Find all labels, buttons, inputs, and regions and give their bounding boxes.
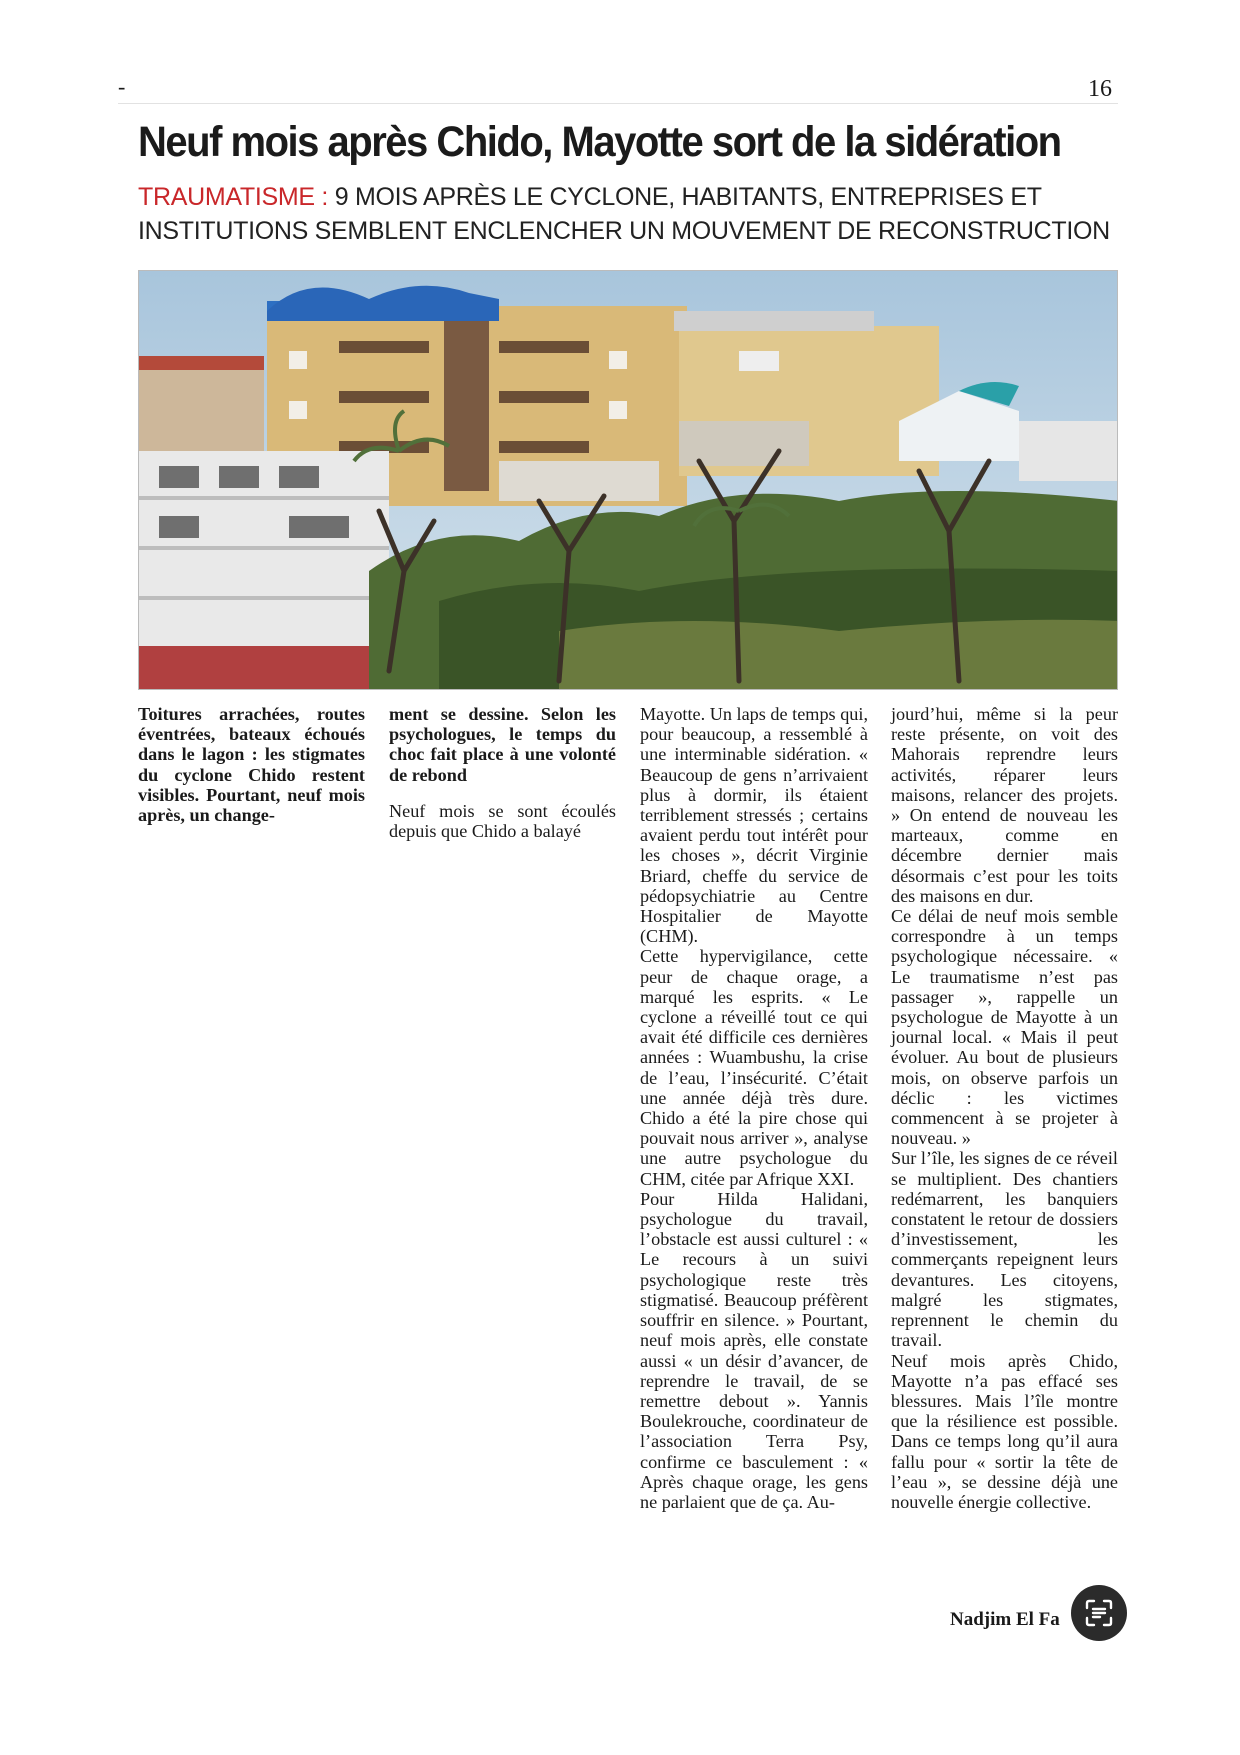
page-number: 16 bbox=[1088, 76, 1112, 102]
article-lead: ment se dessine. Selon les psychologues, le temps du choc fait place à une volonté de rebond bbox=[389, 704, 616, 785]
subhead-kicker: TRAUMATISME : bbox=[138, 183, 329, 211]
article-subhead bbox=[138, 180, 1118, 248]
page-dash: - bbox=[118, 74, 126, 99]
article-photo bbox=[138, 270, 1118, 690]
subhead-text: 9 MOIS APRÈS LE CYCLONE, HABITANTS, ENTREPRISES ET INSTITUTIONS SEMBLENT ENCLENCHER UN MOUVEMENT DE RECONSTRUCTION bbox=[138, 183, 1110, 245]
article-col2: ment se dessine. Selon les psychologues, le temps du choc fait place à une volonté de rebond Neuf mois se sont écoulés depuis que Chido a balayé bbox=[389, 704, 616, 842]
header-rule bbox=[118, 103, 1118, 104]
article-col3: Mayotte. Un laps de temps qui, pour beaucoup, a ressemblé à une interminable sidération. « Beaucoup de gens n’arrivaient plus à dormir, ils étaient terriblement stressés ; certains avaient perdu tout intérêt pour les choses », décrit Virginie Briard, cheffe du service de pédopsychiatrie au Centre Hospitalier de Mayotte (CHM). Cette hypervigilance, cette peur de chaque orage, a marqué les esprits. « Le cyclone a réveillé tout ce qui avait été difficile ces dernières années : Wuambushu, la crise de l’eau, l’insécurité. C’était une année déjà très dure. Chido a été la pire chose qui pouvait nous arriver », analyse une autre psychologue du CHM, citée par Afrique XXI. Pour Hilda Halidani, psychologue du travail, l’obstacle est aussi culturel : « Le recours à un suivi psychologique reste très stigmatisé. Beaucoup préfèrent souffrir en silence. » Pourtant, neuf mois après, elle constate aussi « un désir d’avancer, de reprendre le travail, de se remettre debout ». Yannis Boulekrouche, coordinateur de l’association Terra Psy, confirme ce basculement : « Après chaque orage, les gens ne parlaient que de ça. Au- bbox=[640, 704, 868, 1512]
article-headline: Neuf mois après Chido, Mayotte sort de la sidération bbox=[138, 118, 1061, 166]
damaged-buildings-photo bbox=[139, 271, 1118, 690]
article-byline: Nadjim El Fa bbox=[950, 1609, 1060, 1630]
scan-text-icon bbox=[1085, 1599, 1113, 1627]
scan-text-button[interactable] bbox=[1071, 1585, 1127, 1641]
article-lead-col1: Toitures arrachées, routes éventrées, bateaux échoués dans le lagon : les stigmates du cyclone Chido restent visibles. Pourtant, neuf mois après, un change- bbox=[138, 704, 365, 826]
article-col4: jourd’hui, même si la peur reste présente, on voit des Mahorais reprendre leurs activités, réparer leurs maisons, relancer des projets. » On entend de nouveau les marteaux, comme en décembre dernier mais désormais c’est pour les toits des maisons en dur. Ce délai de neuf mois semble correspondre à un temps psychologique nécessaire. « Le traumatisme n’est pas passager », rappelle un psychologue de Mayotte à un journal local. « Mais il peut évoluer. Au bout de plusieurs mois, on observe parfois un déclic : les victimes commencent à se projeter à nouveau. » Sur l’île, les signes de ce réveil se multiplient. Des chantiers redémarrent, les banquiers constatent le retour de dossiers d’investissement, les commerçants repeignent leurs devantures. Les citoyens, malgré les stigmates, reprennent le chemin du travail. Neuf mois après Chido, Mayotte n’a pas effacé ses blessures. Mais l’île montre que la résilience est possible. Dans ce temps long qu’il aura fallu pour « sortir la tête de l’eau », se dessine déjà une nouvelle énergie collective. bbox=[891, 704, 1118, 1512]
